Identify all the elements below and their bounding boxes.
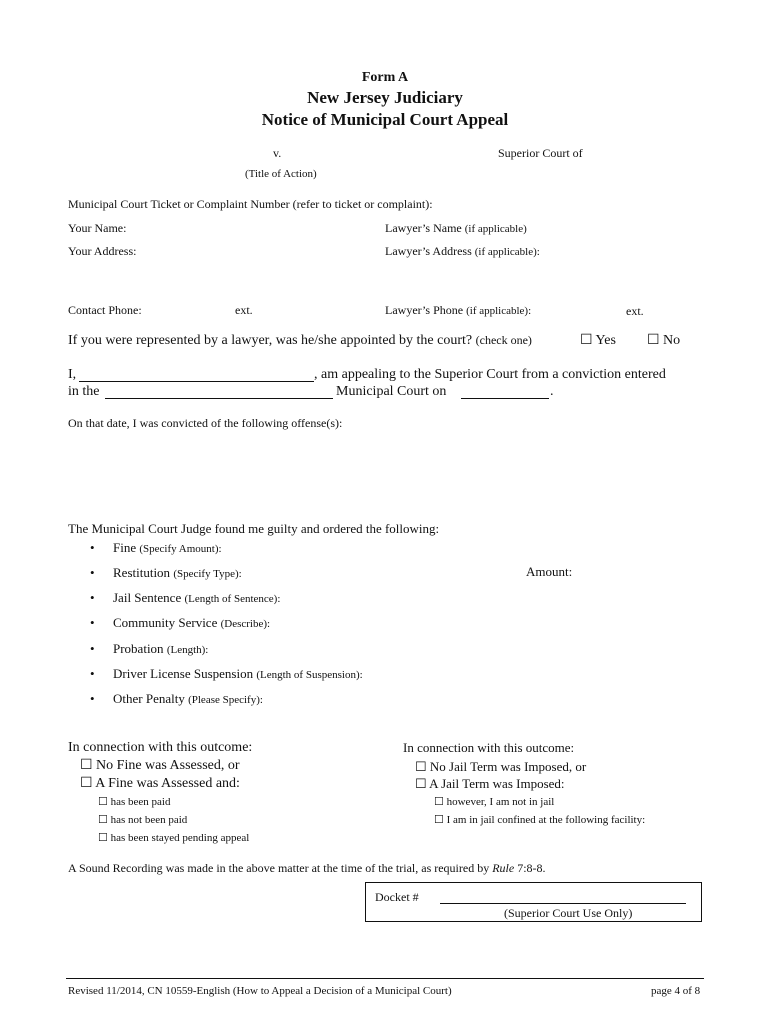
- superior-court-label: Superior Court of: [498, 146, 583, 160]
- appeal-in-the-label: in the: [68, 384, 100, 399]
- lawyer-ext-label: ext.: [626, 304, 644, 318]
- municipality-line[interactable]: [105, 398, 333, 399]
- appeal-period: .: [550, 384, 554, 399]
- fine-outcome-heading: In connection with this outcome:: [68, 740, 253, 755]
- appeal-i-label: I,: [68, 367, 77, 382]
- judge-order-label: The Municipal Court Judge found me guilty and ordered the following:: [68, 521, 440, 536]
- penalty-probation: • Probation (Length):: [90, 641, 209, 656]
- yes-checkbox[interactable]: ☐ Yes: [580, 333, 616, 348]
- fine-not-paid-checkbox[interactable]: ☐ has not been paid: [98, 814, 188, 826]
- not-in-jail-checkbox[interactable]: ☐ however, I am not in jail: [434, 796, 555, 808]
- page-title: Notice of Municipal Court Appeal: [261, 110, 509, 129]
- docket-label: Docket #: [375, 890, 419, 904]
- lawyer-name-label: Lawyer’s Name (if applicable): [385, 221, 527, 235]
- fine-paid-checkbox[interactable]: ☐ has been paid: [98, 796, 171, 808]
- versus-label: v.: [273, 146, 282, 160]
- municipal-court-on-label: Municipal Court on: [336, 384, 447, 399]
- sound-recording-note: A Sound Recording was made in the above matter at the time of the trial, as required by Rule 7:8-8.: [68, 861, 546, 875]
- fine-stayed-checkbox[interactable]: ☐ has been stayed pending appeal: [98, 832, 250, 844]
- in-jail-checkbox[interactable]: ☐ I am in jail confined at the following facility:: [434, 814, 646, 826]
- fine-assessed-checkbox[interactable]: ☐ A Fine was Assessed and:: [80, 776, 240, 791]
- amount-label: Amount:: [526, 564, 573, 579]
- footer-divider: [66, 978, 704, 979]
- convicted-offenses-label: On that date, I was convicted of the following offense(s):: [68, 416, 343, 430]
- docket-note: (Superior Court Use Only): [504, 906, 633, 920]
- ticket-number-label: Municipal Court Ticket or Complaint Number (refer to ticket or complaint):: [68, 197, 433, 211]
- page-number: page 4 of 8: [651, 985, 701, 997]
- appellant-name-line[interactable]: [79, 381, 314, 382]
- lawyer-phone-label: Lawyer’s Phone (if applicable):: [385, 303, 532, 317]
- title-of-action-label: (Title of Action): [245, 168, 317, 180]
- penalty-other: • Other Penalty (Please Specify):: [90, 691, 263, 706]
- jail-outcome-heading: In connection with this outcome:: [403, 740, 575, 755]
- penalty-fine: • Fine (Specify Amount):: [90, 540, 222, 555]
- jail-imposed-checkbox[interactable]: ☐ A Jail Term was Imposed:: [415, 776, 565, 791]
- your-name-label: Your Name:: [68, 221, 127, 235]
- no-jail-checkbox[interactable]: ☐ No Jail Term was Imposed, or: [415, 759, 587, 774]
- contact-phone-label: Contact Phone:: [68, 303, 142, 317]
- contact-ext-label: ext.: [235, 303, 253, 317]
- penalty-restitution: • Restitution (Specify Type):: [90, 565, 242, 580]
- penalty-license-suspension: • Driver License Suspension (Length of Suspension):: [90, 666, 363, 681]
- org-title: New Jersey Judiciary: [307, 88, 463, 107]
- no-checkbox[interactable]: ☐ No: [647, 333, 681, 348]
- lawyer-address-label: Lawyer’s Address (if applicable):: [385, 244, 540, 258]
- represented-question: If you were represented by a lawyer, was he/she appointed by the court? (check one): [68, 333, 532, 348]
- docket-number-line[interactable]: [440, 903, 686, 904]
- no-fine-checkbox[interactable]: ☐ No Fine was Assessed, or: [80, 758, 240, 773]
- form-label: Form A: [361, 70, 409, 85]
- penalty-community-service: • Community Service (Describe):: [90, 615, 271, 630]
- penalty-jail-sentence: • Jail Sentence (Length of Sentence):: [90, 590, 281, 605]
- your-address-label: Your Address:: [68, 244, 137, 258]
- conviction-date-line[interactable]: [461, 398, 549, 399]
- appeal-statement: , am appealing to the Superior Court from a conviction entered: [314, 367, 666, 382]
- footer-revision: Revised 11/2014, CN 10559-English (How to Appeal a Decision of a Municipal Court): [68, 985, 452, 997]
